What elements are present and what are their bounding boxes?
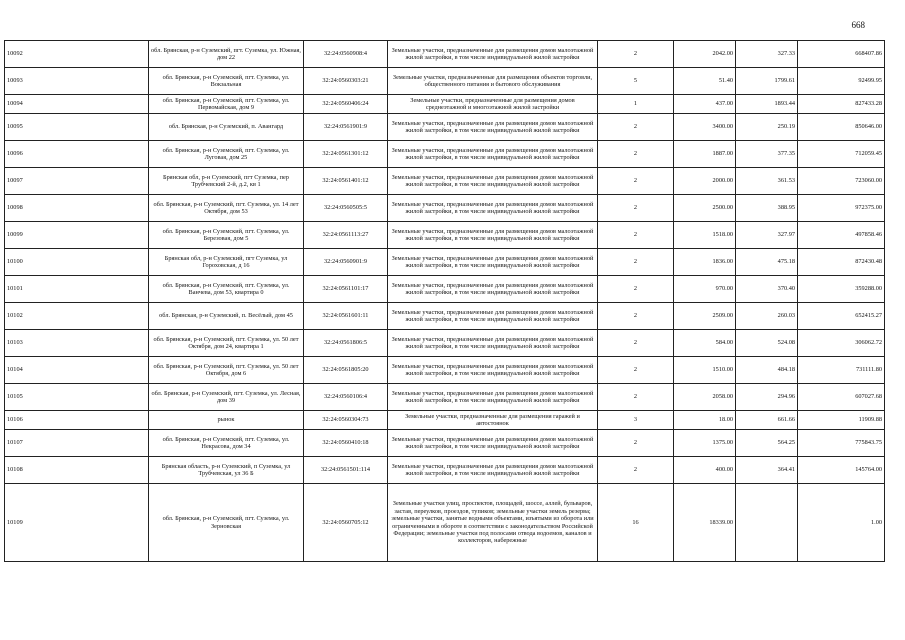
land-use-cell: Земельные участки улиц, проспектов, площадей, шоссе, аллей, бульваров, застав, переулков, проездов, тупиков; земельные участки земель резерва; земельные участки, занятые водными объектами, изъятыми из оборота или ограниченными в обороте в соответствии с законодательством Российской Федерации; земельные участки под полосами отвода водоемов, каналов и коллекторов, набережные — [388, 484, 598, 562]
page-number: 668 — [851, 20, 865, 30]
cadastral-value-cell: 850646.00 — [798, 114, 885, 141]
area-cell: 18.00 — [674, 411, 736, 430]
cadastral-number-cell: 32:24:0561806:5 — [304, 330, 388, 357]
land-use-cell: Земельные участки, предназначенные для размещения домов малоэтажной жилой застройки, в том числе индивидуальной жилой застройки — [388, 41, 598, 68]
table-row — [5, 303, 885, 330]
row-number: 10097 — [5, 168, 149, 195]
table-row — [5, 457, 885, 484]
specific-value-cell: 364.41 — [736, 457, 798, 484]
group-number-cell: 2 — [598, 384, 674, 411]
specific-value-cell: 1893.44 — [736, 95, 798, 114]
land-use-cell: Земельные участки, предназначенные для размещения домов малоэтажной жилой застройки, в том числе индивидуальной жилой застройки — [388, 430, 598, 457]
address-cell: обл. Брянская, р-н Суземский, пгт. Суземка, ул. 14 лет Октября, дом 53 — [149, 195, 304, 222]
specific-value-cell: 250.19 — [736, 114, 798, 141]
table-row — [5, 411, 885, 430]
row-number: 10101 — [5, 276, 149, 303]
row-number: 10095 — [5, 114, 149, 141]
row-number: 10100 — [5, 249, 149, 276]
cadastral-number-cell: 32:24:0561601:11 — [304, 303, 388, 330]
specific-value-cell: 377.35 — [736, 141, 798, 168]
area-cell: 2000.00 — [674, 168, 736, 195]
cadastral-number-cell: 32:24:0561301:12 — [304, 141, 388, 168]
row-number: 10107 — [5, 430, 149, 457]
cadastral-value-cell: 497858.46 — [798, 222, 885, 249]
area-cell: 1836.00 — [674, 249, 736, 276]
group-number-cell: 2 — [598, 141, 674, 168]
row-number: 10102 — [5, 303, 149, 330]
group-number-cell: 5 — [598, 68, 674, 95]
specific-value-cell: 388.95 — [736, 195, 798, 222]
table-row — [5, 357, 885, 384]
group-number-cell: 2 — [598, 430, 674, 457]
address-cell: обл. Брянская, р-н Суземский, пгт. Суземка, ул. Южная, дом 22 — [149, 41, 304, 68]
specific-value-cell: 327.33 — [736, 41, 798, 68]
specific-value-cell: 294.96 — [736, 384, 798, 411]
land-use-cell: Земельные участки, предназначенные для размещения домов малоэтажной жилой застройки, в том числе индивидуальной жилой застройки — [388, 114, 598, 141]
address-cell: Брянская обл, р-н Суземский, пгт Суземка, пер Трубчевский 2-й, д.2, кв 1 — [149, 168, 304, 195]
address-cell: обл. Брянская, р-н Суземский, пгт. Суземка, ул. Первомайская, дом 9 — [149, 95, 304, 114]
address-cell: обл. Брянская, р-н Суземский, пгт. Суземка, ул. Березовая, дом 5 — [149, 222, 304, 249]
land-use-cell: Земельные участки, предназначенные для размещения домов малоэтажной жилой застройки, в том числе индивидуальной жилой застройки — [388, 141, 598, 168]
cadastral-value-cell: 11909.88 — [798, 411, 885, 430]
land-use-cell: Земельные участки, предназначенные для размещения домов малоэтажной жилой застройки, в том числе индивидуальной жилой застройки — [388, 457, 598, 484]
cadastral-value-cell: 145764.00 — [798, 457, 885, 484]
row-number: 10098 — [5, 195, 149, 222]
address-cell: рынок — [149, 411, 304, 430]
group-number-cell: 2 — [598, 168, 674, 195]
cadastral-value-cell: 1.00 — [798, 484, 885, 562]
specific-value-cell: 1799.61 — [736, 68, 798, 95]
area-cell: 1510.00 — [674, 357, 736, 384]
area-cell: 1887.00 — [674, 141, 736, 168]
specific-value-cell: 260.03 — [736, 303, 798, 330]
area-cell: 2058.00 — [674, 384, 736, 411]
cadastral-number-cell: 32:24:0560908:4 — [304, 41, 388, 68]
cadastral-number-cell: 32:24:0561501:114 — [304, 457, 388, 484]
specific-value-cell: 475.18 — [736, 249, 798, 276]
area-cell: 51.40 — [674, 68, 736, 95]
table-row — [5, 114, 885, 141]
table-row — [5, 484, 885, 562]
area-cell: 400.00 — [674, 457, 736, 484]
land-use-cell: Земельные участки, предназначенные для размещения домов малоэтажной жилой застройки, в том числе индивидуальной жилой застройки — [388, 357, 598, 384]
address-cell: обл. Брянская, р-н Суземский, п. Весёлый, дом 45 — [149, 303, 304, 330]
address-cell: Брянская область, р-н Суземский, п Суземка, ул Трубчевская, ул 36 Б — [149, 457, 304, 484]
cadastral-number-cell: 32:24:0561401:12 — [304, 168, 388, 195]
address-cell: обл. Брянская, р-н Суземский, п. Авангард — [149, 114, 304, 141]
specific-value-cell: 370.40 — [736, 276, 798, 303]
table-row — [5, 384, 885, 411]
row-number: 10104 — [5, 357, 149, 384]
area-cell: 970.00 — [674, 276, 736, 303]
area-cell: 1375.00 — [674, 430, 736, 457]
address-cell: обл. Брянская, р-н Суземский, пгт. Суземка, ул. Некрасова, дом 34 — [149, 430, 304, 457]
area-cell: 18339.00 — [674, 484, 736, 562]
cadastral-value-cell: 306062.72 — [798, 330, 885, 357]
address-cell: обл. Брянская, р-н Суземский, пгт. Суземка, ул. 50 лет Октября, дом 6 — [149, 357, 304, 384]
specific-value-cell: 524.08 — [736, 330, 798, 357]
group-number-cell: 2 — [598, 457, 674, 484]
specific-value-cell: 564.25 — [736, 430, 798, 457]
row-number: 10094 — [5, 95, 149, 114]
cadastral-value-cell: 731111.80 — [798, 357, 885, 384]
group-number-cell: 2 — [598, 195, 674, 222]
group-number-cell: 16 — [598, 484, 674, 562]
specific-value-cell: 661.66 — [736, 411, 798, 430]
address-cell: обл. Брянская, р-н Суземский, пгт. Суземка, ул. Зерновская — [149, 484, 304, 562]
cadastral-value-cell: 607027.68 — [798, 384, 885, 411]
cadastral-value-cell: 723060.00 — [798, 168, 885, 195]
address-cell: обл. Брянская, р-н Суземский, пгт. Суземка, ул. Ванчева, дом 53, квартира 0 — [149, 276, 304, 303]
group-number-cell: 2 — [598, 276, 674, 303]
cadastral-value-cell: 359288.00 — [798, 276, 885, 303]
row-number: 10109 — [5, 484, 149, 562]
address-cell: обл. Брянская, р-н Суземский, пгт. Суземка, ул. Вокзальная — [149, 68, 304, 95]
row-number: 10108 — [5, 457, 149, 484]
address-cell: обл. Брянская, р-н Суземский, пгт. Суземка, ул. 50 лет Октября, дом 24, квартира 1 — [149, 330, 304, 357]
row-number: 10105 — [5, 384, 149, 411]
cadastral-number-cell: 32:24:0560106:4 — [304, 384, 388, 411]
row-number: 10096 — [5, 141, 149, 168]
address-cell: обл. Брянская, р-н Суземский, пгт. Суземка, ул. Луговая, дом 25 — [149, 141, 304, 168]
group-number-cell: 3 — [598, 411, 674, 430]
specific-value-cell — [736, 484, 798, 562]
land-use-cell: Земельные участки, предназначенные для размещения домов малоэтажной жилой застройки, в том числе индивидуальной жилой застройки — [388, 195, 598, 222]
table-row — [5, 222, 885, 249]
address-cell: Брянская обл, р-н Суземский, пгт Суземка, ул Гороховская, д 16 — [149, 249, 304, 276]
table-row — [5, 168, 885, 195]
area-cell: 2042.00 — [674, 41, 736, 68]
cadastral-number-cell: 32:24:0561101:17 — [304, 276, 388, 303]
cadastral-number-cell: 32:24:0560505:5 — [304, 195, 388, 222]
specific-value-cell: 361.53 — [736, 168, 798, 195]
specific-value-cell: 327.97 — [736, 222, 798, 249]
table-body — [5, 41, 885, 562]
row-number: 10093 — [5, 68, 149, 95]
table-row — [5, 249, 885, 276]
area-cell: 2509.00 — [674, 303, 736, 330]
group-number-cell: 2 — [598, 303, 674, 330]
area-cell: 584.00 — [674, 330, 736, 357]
cadastral-number-cell: 32:24:0561805:20 — [304, 357, 388, 384]
cadastral-value-cell: 712059.45 — [798, 141, 885, 168]
area-cell: 3400.00 — [674, 114, 736, 141]
group-number-cell: 2 — [598, 357, 674, 384]
cadastral-value-cell: 872430.48 — [798, 249, 885, 276]
group-number-cell: 2 — [598, 330, 674, 357]
cadastral-value-cell: 92499.95 — [798, 68, 885, 95]
land-use-cell: Земельные участки, предназначенные для размещения гаражей и автостоянок — [388, 411, 598, 430]
table-row — [5, 195, 885, 222]
cadastral-number-cell: 32:24:0560410:18 — [304, 430, 388, 457]
group-number-cell: 2 — [598, 249, 674, 276]
specific-value-cell: 484.18 — [736, 357, 798, 384]
group-number-cell: 2 — [598, 41, 674, 68]
cadastral-value-cell: 668407.86 — [798, 41, 885, 68]
cadastral-value-cell: 652415.27 — [798, 303, 885, 330]
cadastral-number-cell: 32:24:0560304:73 — [304, 411, 388, 430]
area-cell: 1518.00 — [674, 222, 736, 249]
table-row — [5, 330, 885, 357]
row-number: 10106 — [5, 411, 149, 430]
cadastral-number-cell: 32:24:0561113:27 — [304, 222, 388, 249]
cadastral-number-cell: 32:24:0560406:24 — [304, 95, 388, 114]
land-use-cell: Земельные участки, предназначенные для размещения объектов торговли, общественного питания и бытового обслуживания — [388, 68, 598, 95]
land-use-cell: Земельные участки, предназначенные для размещения домов малоэтажной жилой застройки, в том числе индивидуальной жилой застройки — [388, 249, 598, 276]
group-number-cell: 1 — [598, 95, 674, 114]
cadastral-number-cell: 32:24:0560901:9 — [304, 249, 388, 276]
land-use-cell: Земельные участки, предназначенные для размещения домов малоэтажной жилой застройки, в том числе индивидуальной жилой застройки — [388, 276, 598, 303]
table-row — [5, 430, 885, 457]
row-number: 10103 — [5, 330, 149, 357]
area-cell: 437.00 — [674, 95, 736, 114]
table-row — [5, 276, 885, 303]
group-number-cell: 2 — [598, 222, 674, 249]
cadastral-value-cell: 775843.75 — [798, 430, 885, 457]
cadastral-number-cell: 32:24:0560705:12 — [304, 484, 388, 562]
row-number: 10099 — [5, 222, 149, 249]
area-cell: 2500.00 — [674, 195, 736, 222]
table-row — [5, 68, 885, 95]
table-row — [5, 95, 885, 114]
cadastral-value-table — [4, 40, 885, 562]
row-number: 10092 — [5, 41, 149, 68]
cadastral-value-cell: 972375.00 — [798, 195, 885, 222]
cadastral-number-cell: 32:24:0560303:21 — [304, 68, 388, 95]
land-use-cell: Земельные участки, предназначенные для размещения домов среднеэтажной и многоэтажной жилой застройки — [388, 95, 598, 114]
table-row — [5, 41, 885, 68]
group-number-cell: 2 — [598, 114, 674, 141]
land-use-cell: Земельные участки, предназначенные для размещения домов малоэтажной жилой застройки, в том числе индивидуальной жилой застройки — [388, 168, 598, 195]
address-cell: обл. Брянская, р-н Суземский, пгт. Суземка, ул. Лесная, дом 39 — [149, 384, 304, 411]
land-use-cell: Земельные участки, предназначенные для размещения домов малоэтажной жилой застройки, в том числе индивидуальной жилой застройки — [388, 330, 598, 357]
land-use-cell: Земельные участки, предназначенные для размещения домов малоэтажной жилой застройки, в том числе индивидуальной жилой застройки — [388, 222, 598, 249]
land-use-cell: Земельные участки, предназначенные для размещения домов малоэтажной жилой застройки, в том числе индивидуальной жилой застройки — [388, 303, 598, 330]
table-row — [5, 141, 885, 168]
land-use-cell: Земельные участки, предназначенные для размещения домов малоэтажной жилой застройки, в том числе индивидуальной жилой застройки — [388, 384, 598, 411]
cadastral-number-cell: 32:24:0561901:9 — [304, 114, 388, 141]
cadastral-value-cell: 827433.28 — [798, 95, 885, 114]
